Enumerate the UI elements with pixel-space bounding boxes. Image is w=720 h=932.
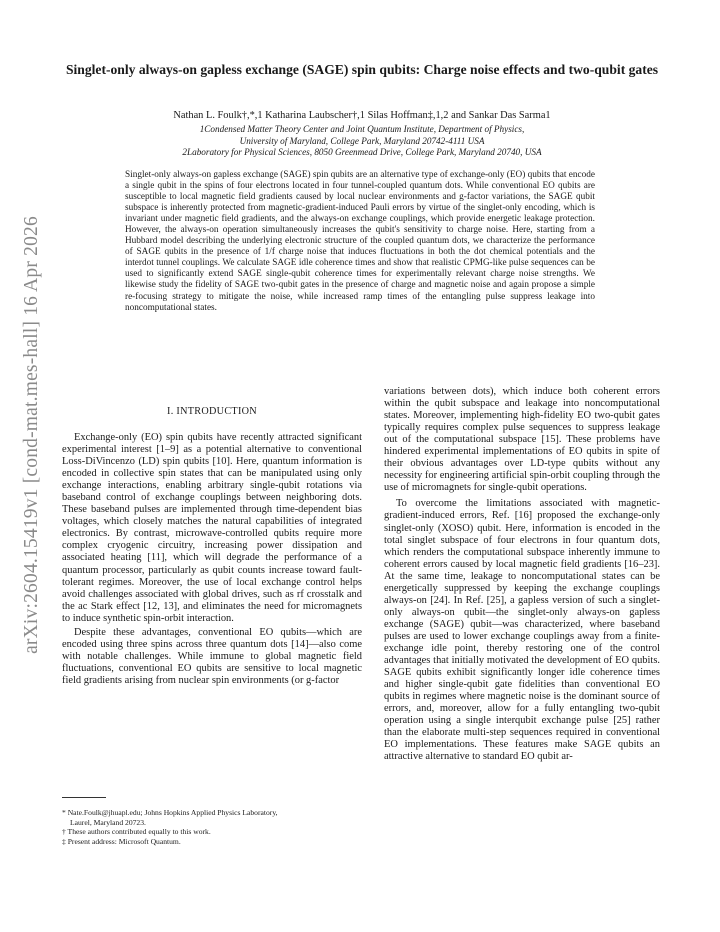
affiliation-line: University of Maryland, College Park, Maryland 20742-4111 USA xyxy=(239,135,485,146)
paper-title: Singlet-only always-on gapless exchange (SAGE) spin qubits: Charge noise effects and two-qubit gates xyxy=(65,62,659,77)
abstract: Singlet-only always-on gapless exchange (SAGE) spin qubits are an alternative type of exchange-only (EO) qubits that encode a single qubit in the spins of four electrons located in four tunnel-coupled quantum dots. While conventional EO qubits are susceptible to local magnetic field gradients caused by local nuclear environments and g-factor variations, the SAGE qubit subspace is inherently protected from magnetic-gradient-induced Pauli errors by virtue of the singlet-only encoding, which is invariant under magnetic field gradients, and the always-on exchange couplings, which provide energetic leakage protection. However, the always-on operation simultaneously increases the qubit's sensitivity to charge noise. Here, starting from a Hubbard model describing the underlying electronic structure of the coupled quantum dots, we characterize the performance of SAGE qubits in the presence of 1/f charge noise that induces fluctuations in both the dot chemical potentials and the interdot tunnel couplings. We calculate SAGE idle coherence times and show that realistic CPMG-like pulse sequences can be used to significantly extend SAGE single-qubit coherence times for experimentally relevant charge noise strengths. We likewise study the fidelity of SAGE two-qubit gates in the presence of charge and magnetic noise and again propose a simple re-focusing strategy to mitigate the noise, while increased ramp times of the entangling pulse suppress leakage into noncomputational states. xyxy=(125,170,595,313)
left-column xyxy=(62,406,362,687)
affiliation-line: 1Condensed Matter Theory Center and Joint Quantum Institute, Department of Physics, xyxy=(199,124,525,134)
footnotes xyxy=(62,808,292,846)
footnote-divider xyxy=(62,797,106,798)
body-paragraph: To overcome the limitations associated with magnetic-gradient-induced errors, Ref. [16] proposed the exchange-only singlet-only (XOSO) qubit. Here, information is encoded in the total singlet subspace of four electrons in four quantum dots, which renders the computational subspace inherently immune to coherent errors caused by local magnetic field gradients [16–23]. At the same time, leakage to noncomputational states can be energetically suppressed by keeping the exchange couplings always-on [24]. In Ref. [25], a gapless version of such a singlet-only always-on qubit—the singlet-only always-on gapless exchange (SAGE) qubit—was characterized, where baseband pulses are used to lower exchange couplings away from a finite-exchange idle point, thereby restoring one of the control advantages that initially motivated the development of EO qubits. SAGE qubits exhibit significantly longer idle coherence times and higher single-qubit gate fidelities than conventional EO qubits in regimes where magnetic noise is the dominant source of errors, and, moreover, allow for a fully entangling two-qubit operation using a single interqubit exchange pulse [25] rather than the elaborate multi-step sequences required in conventional EO implementations. These features make SAGE qubits an attractive alternative to standard EO qubit ar- xyxy=(384,498,660,763)
author-list: Nathan L. Foulk†,*,1 Katharina Laubscher†,1 Silas Hoffman‡,1,2 and Sankar Das Sarma1 xyxy=(173,110,551,121)
body-paragraph: Despite these advantages, conventional EO qubits—which are encoded using three spins across three quantum dots [14]—also come with notable challenges. While immune to global magnetic field fluctuations, conventional EO qubits are sensitive to local magnetic field gradients arising from nuclear spin environments (or g-factor xyxy=(62,626,362,686)
body-paragraph: Exchange-only (EO) spin qubits have recently attracted significant experimental interest [1–9] as a potential alternative to conventional Loss-DiVincenzo (LD) spin qubits [10]. Here, quantum information is encoded in collective spin states that can be manipulated using only exchange interactions, enabling arbitrary single-qubit rotations via baseband control of exchange couplings between neighboring dots. These baseband pulses are implemented through time-dependent bias voltages, which closely matches the natural capabilities of integrated electronics. By contrast, microwave-controlled qubits require more complex cryogenic circuitry, increasing power dissipation and associated heating [11], which will degrade the performance of a quantum processor, particularly as qubit counts increase toward fault-tolerant regimes. Moreover, the use of local exchange control helps avoid challenges associated with global drives, such as rf crosstalk and the ac Stark effect [12, 13], and eliminates the need for micromagnets to induce synthetic spin-orbit interaction. xyxy=(62,432,362,624)
affiliations xyxy=(60,124,664,159)
footnote: ‡ Present address: Microsoft Quantum. xyxy=(62,836,181,846)
body-paragraph: variations between dots), which induce both coherent errors within the qubit subspace and leakage into noncomputational states. Moreover, implementing high-fidelity EO two-qubit gates typically requires complex pulse sequences to suppress leakage out of the computational subspace [15]. These problems have hindered experimental implementations of EO qubits in spite of their obvious advantages over LD-type qubits without any necessity for engineering artificial spin-orbit coupling through the use of micromagnets for single-qubit operations. xyxy=(384,386,660,494)
footnote: * Nate.Foulk@jhuapl.edu; Johns Hopkins Applied Physics Laboratory, Laurel, Maryland 20723. xyxy=(62,808,278,827)
arxiv-identifier-text: arXiv:2604.15419v1 [cond-mat.mes-hall] 16 Apr 2026 xyxy=(21,216,42,654)
section-heading: I. INTRODUCTION xyxy=(167,406,257,417)
arxiv-identifier xyxy=(12,210,52,660)
affiliation-line: 2Laboratory for Physical Sciences, 8050 Greenmead Drive, College Park, Maryland 20740, USA xyxy=(182,147,542,158)
footnote: † These authors contributed equally to this work. xyxy=(62,827,211,837)
right-column xyxy=(384,386,660,763)
